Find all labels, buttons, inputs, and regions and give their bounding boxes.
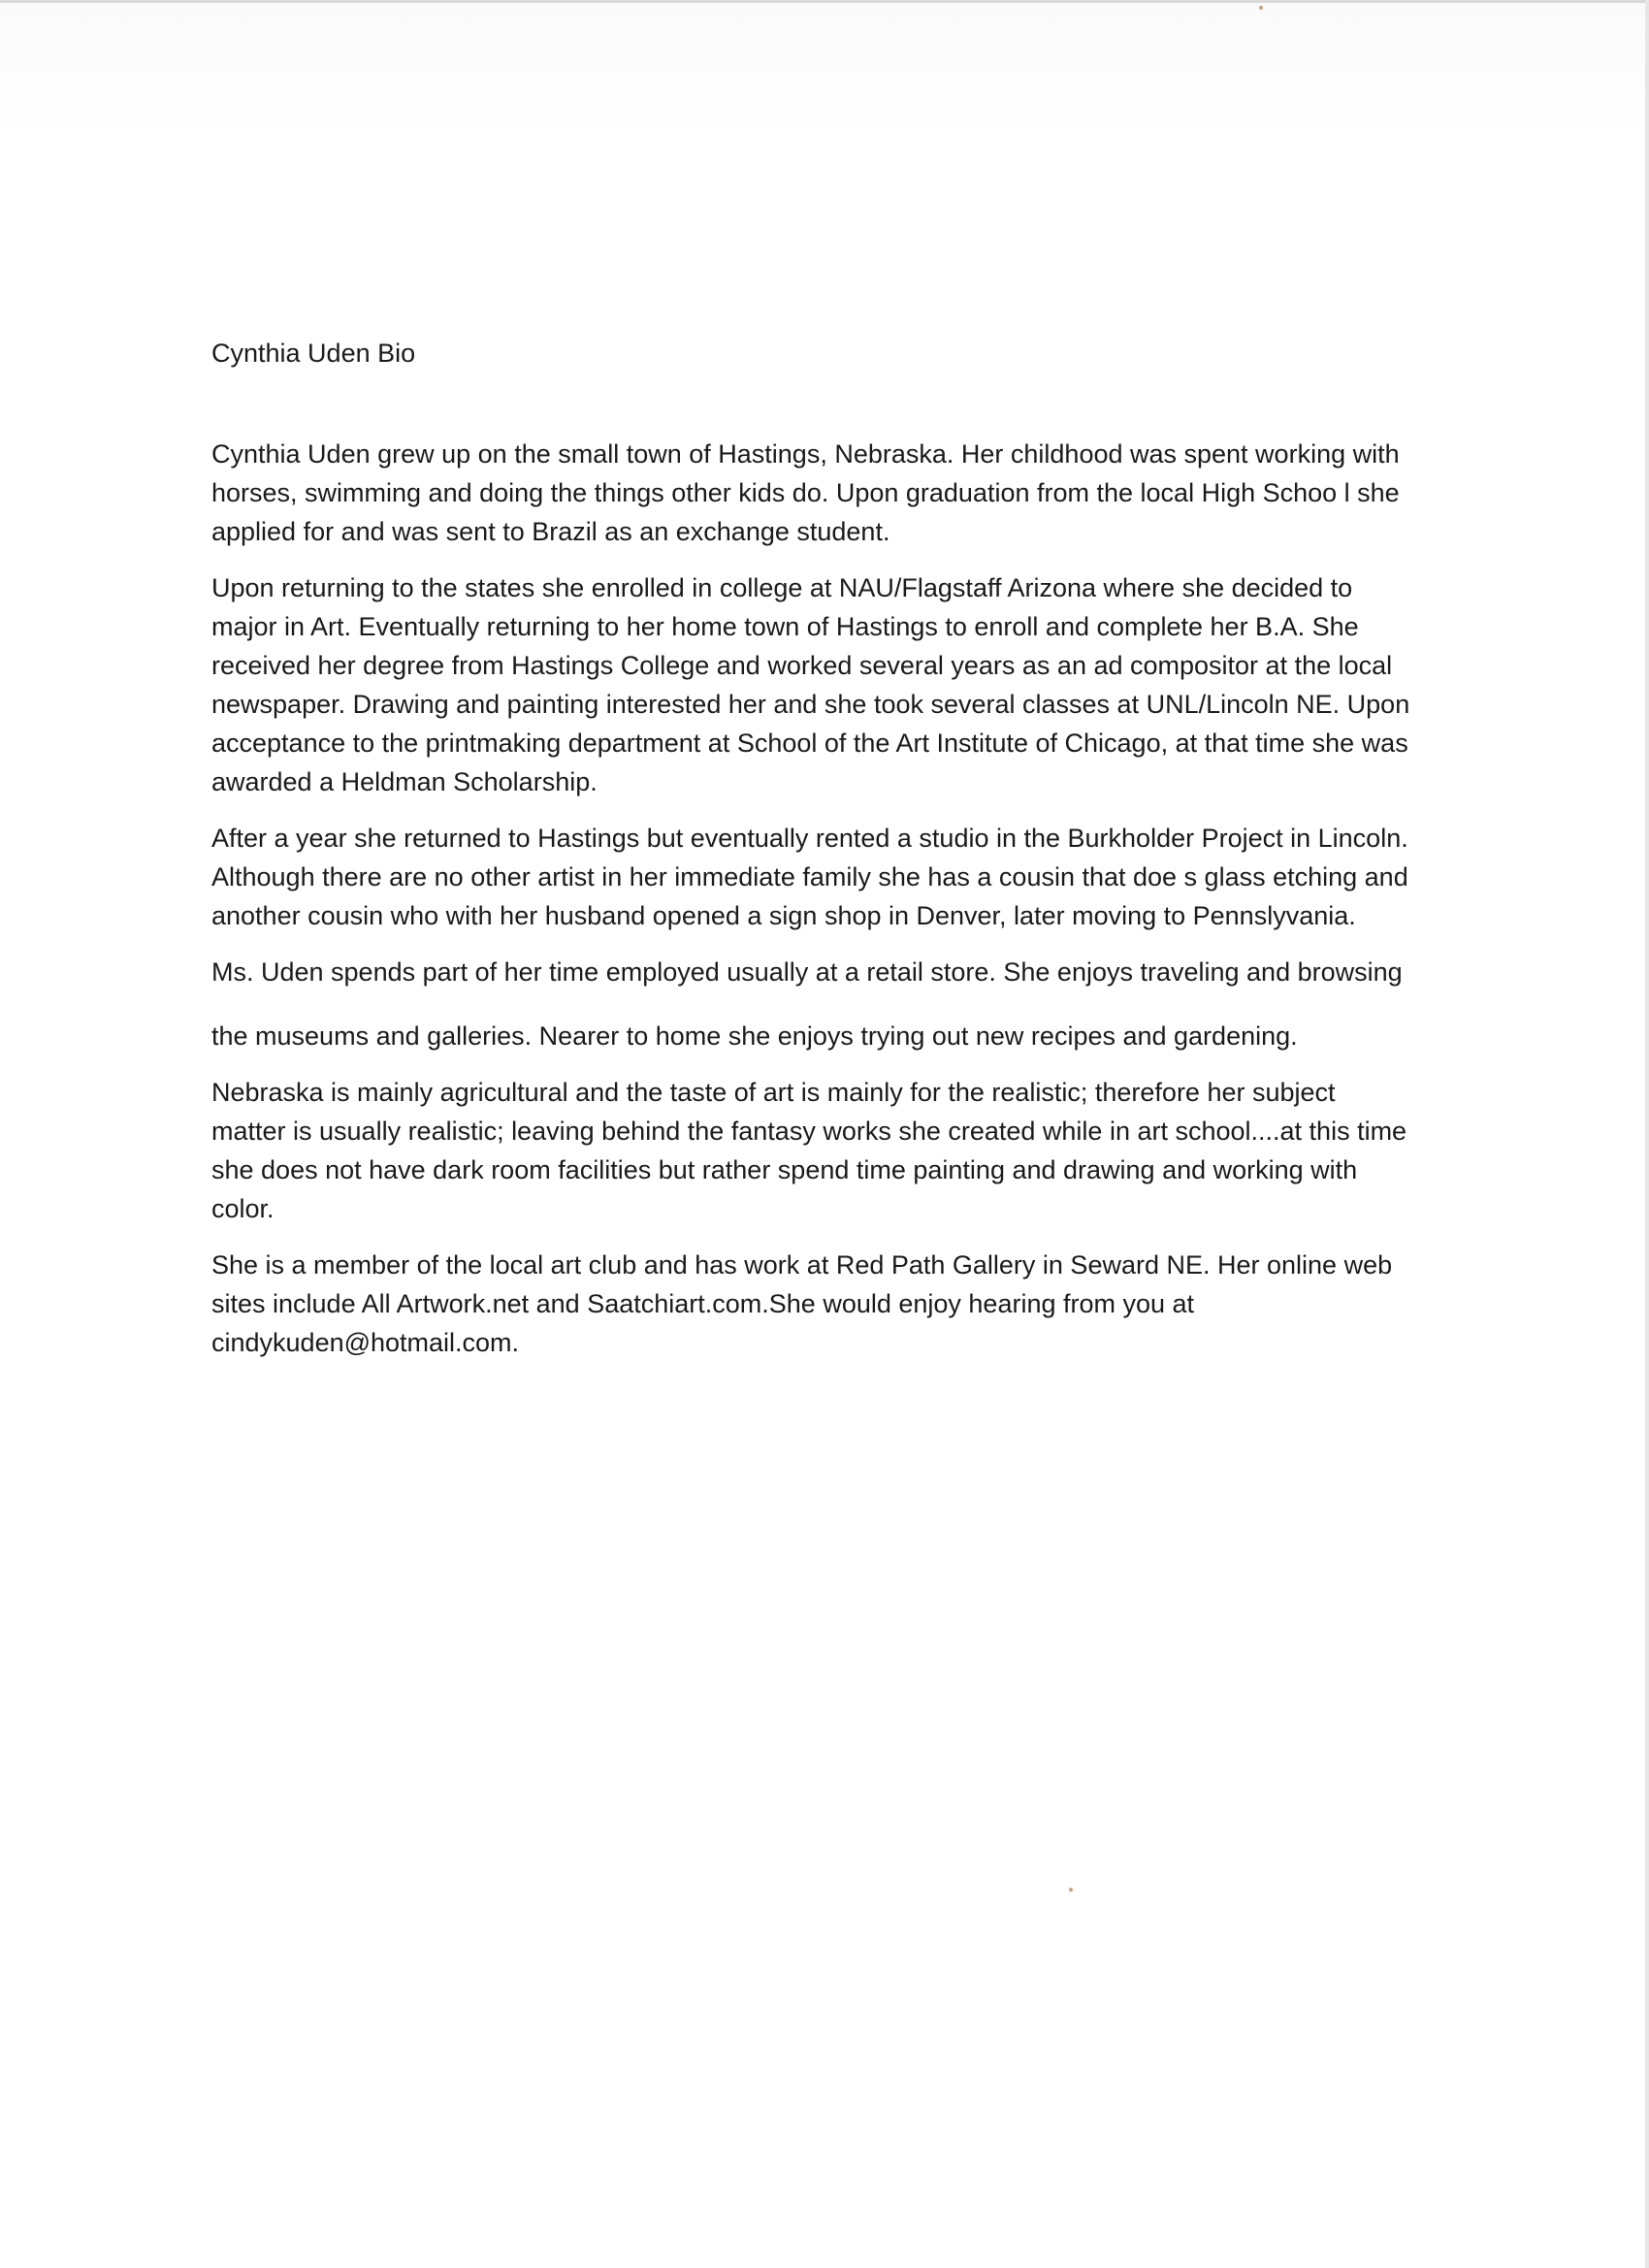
text-line: Nebraska is mainly agricultural and the taste of art is mainly for the realistic; therefore her subject — [211, 1078, 1336, 1107]
text-line: sites include All Artwork.net and Saatchiart.com.She would enjoy hearing from you at — [211, 1289, 1195, 1318]
text-line: Although there are no other artist in her immediate family she has a cousin that doe s glass etching and — [211, 862, 1408, 891]
paragraph-family — [211, 819, 1502, 935]
text-line: the museums and galleries. Nearer to home she enjoys trying out new recipes and gardening. — [211, 1021, 1298, 1051]
paragraph-contact — [211, 1246, 1502, 1362]
document-title: Cynthia Uden Bio — [211, 339, 416, 368]
email-address: cindykuden@hotmail.com. — [211, 1328, 520, 1357]
scan-top-edge — [0, 0, 1649, 3]
text-line: awarded a Heldman Scholarship. — [211, 767, 598, 796]
text-line: another cousin who with her husband opened a sign shop in Denver, later moving to Pennslyvania. — [211, 901, 1356, 930]
document-body — [211, 334, 1502, 1379]
scan-right-edge — [1645, 0, 1649, 2268]
text-line: horses, swimming and doing the things other kids do. Upon graduation from the local High Schoo l she — [211, 478, 1400, 507]
text-line: major in Art. Eventually returning to her home town of Hastings to enroll and complete her B.A. She — [211, 612, 1359, 641]
text-line: Ms. Uden spends part of her time employed usually at a retail store. She enjoys traveling and browsing — [211, 957, 1403, 987]
text-line: received her degree from Hastings College and worked several years as an ad compositor at the local — [211, 651, 1393, 680]
text-line: She is a member of the local art club and has work at Red Path Gallery in Seward NE. Her online web — [211, 1250, 1393, 1280]
scan-speck — [1259, 6, 1263, 10]
paragraph-employment — [211, 953, 1502, 991]
text-line: matter is usually realistic; leaving behind the fantasy works she created while in art school....at this time — [211, 1117, 1407, 1146]
text-line: Upon returning to the states she enrolled in college at NAU/Flagstaff Arizona where she decided to — [211, 573, 1353, 602]
text-line: applied for and was sent to Brazil as an exchange student. — [211, 517, 890, 546]
text-line: After a year she returned to Hastings but eventually rented a studio in the Burkholder Project in Lincoln. — [211, 824, 1408, 853]
scan-speck — [1069, 1888, 1073, 1892]
paragraph-subject-matter — [211, 1073, 1502, 1228]
text-line: Cynthia Uden grew up on the small town of Hastings, Nebraska. Her childhood was spent working with — [211, 439, 1400, 469]
paragraph-education — [211, 568, 1502, 801]
paragraph-hobbies — [211, 1017, 1502, 1055]
paragraph-childhood — [211, 435, 1502, 551]
text-line: she does not have dark room facilities but rather spend time painting and drawing and working with — [211, 1155, 1358, 1184]
text-line: newspaper. Drawing and painting interested her and she took several classes at UNL/Lincoln NE. Upon — [211, 690, 1410, 719]
text-line: acceptance to the printmaking department at School of the Art Institute of Chicago, at that time she was — [211, 729, 1408, 758]
text-line: color. — [211, 1194, 275, 1223]
